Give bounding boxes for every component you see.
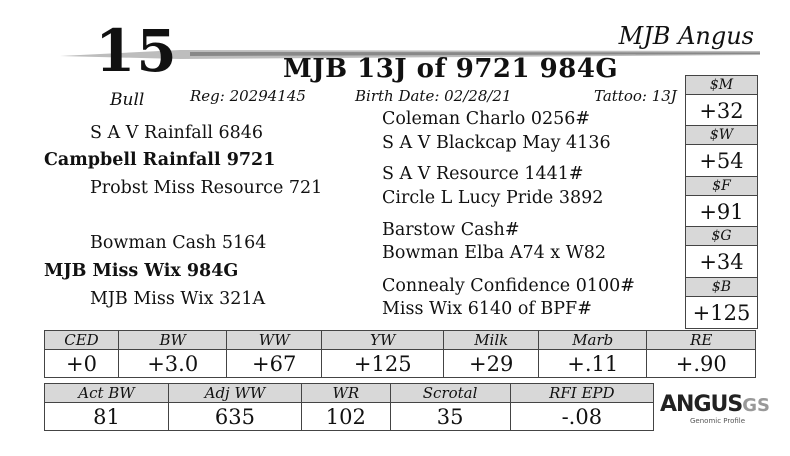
- dollar-index-value: +34: [699, 250, 744, 275]
- pedigree-ancestor: S A V Resource 1441#: [382, 164, 584, 184]
- animal-name: MJB 13J of 9721 984G: [283, 54, 619, 84]
- epd-header: RE: [647, 331, 756, 350]
- pedigree-ancestor: Connealy Confidence 0100#: [382, 276, 635, 296]
- actual-value: 102: [302, 403, 391, 431]
- birth-date: Birth Date: 02/28/21: [355, 87, 512, 105]
- dollar-index-label: $B: [686, 278, 757, 297]
- dollar-index-value: +32: [699, 99, 744, 123]
- epd-header: Marb: [539, 331, 647, 350]
- tattoo: Tattoo: 13J: [594, 87, 677, 105]
- actual-header: Act BW: [45, 384, 169, 403]
- actual-value: -.08: [510, 403, 653, 431]
- pedigree-ancestor: Bowman Elba A74 x W82: [382, 243, 606, 263]
- actual-header-row: [45, 384, 654, 403]
- pedigree-ancestor: Miss Wix 6140 of BPF#: [382, 299, 592, 319]
- epd-value: +125: [322, 350, 444, 378]
- actual-header: RFI EPD: [510, 384, 653, 403]
- epd-value: +29: [444, 350, 539, 378]
- pedigree-ancestor: Coleman Charlo 0256#: [382, 109, 591, 129]
- dollar-index-cell: [686, 227, 757, 277]
- registration-number: Reg: 20294145: [190, 87, 306, 105]
- animal-class: Bull: [110, 90, 145, 110]
- pedigree-ancestor: S A V Blackcap May 4136: [382, 133, 611, 153]
- epd-header-row: [45, 331, 756, 350]
- actual-value-row: [45, 403, 654, 431]
- actual-header: Adj WW: [168, 384, 301, 403]
- dam: MJB Miss Wix 984G: [44, 261, 239, 281]
- actual-value: 635: [168, 403, 301, 431]
- lot-number: 15: [95, 17, 178, 85]
- epd-header: BW: [118, 331, 226, 350]
- dollar-index-cell: [686, 76, 757, 126]
- dollar-index-value: +91: [699, 199, 744, 224]
- epd-value: +.11: [539, 350, 647, 378]
- actual-value: 81: [45, 403, 169, 431]
- dam-dam: MJB Miss Wix 321A: [90, 289, 266, 309]
- dollar-index-column: [685, 75, 758, 329]
- epd-value: +67: [227, 350, 322, 378]
- pedigree-ancestor: Circle L Lucy Pride 3892: [382, 188, 604, 208]
- dollar-index-label: $M: [686, 76, 757, 95]
- owner-name: MJB Angus: [618, 22, 754, 50]
- actual-header: WR: [302, 384, 391, 403]
- epd-value: +.90: [647, 350, 756, 378]
- logo-tagline: Genomic Profile: [690, 417, 746, 425]
- pedigree-ancestor: Barstow Cash#: [382, 220, 520, 240]
- epd-value-row: [45, 350, 756, 378]
- epd-header: CED: [45, 331, 119, 350]
- logo-word-gs: GS: [742, 395, 770, 416]
- dam-sire: Bowman Cash 5164: [90, 233, 267, 253]
- epd-value: +0: [45, 350, 119, 378]
- actual-data-table: [44, 383, 654, 431]
- epd-header: YW: [322, 331, 444, 350]
- angus-gs-logo: [660, 392, 770, 428]
- logo-word-angus: ANGUS: [660, 392, 743, 417]
- dollar-index-cell: [686, 126, 757, 176]
- actual-value: 35: [390, 403, 510, 431]
- sire-sire: S A V Rainfall 6846: [90, 123, 264, 143]
- epd-value: +3.0: [118, 350, 226, 378]
- epd-header: WW: [227, 331, 322, 350]
- epd-header: Milk: [444, 331, 539, 350]
- dollar-index-value: +54: [699, 149, 744, 174]
- sire-dam: Probst Miss Resource 721: [90, 178, 323, 198]
- dollar-index-cell: [686, 177, 757, 227]
- actual-header: Scrotal: [390, 384, 510, 403]
- epd-table: [44, 330, 756, 378]
- dollar-index-label: $W: [686, 126, 757, 145]
- dollar-index-value: +125: [692, 300, 751, 325]
- dollar-index-cell: [686, 278, 757, 328]
- dollar-index-label: $G: [686, 227, 757, 246]
- sire: Campbell Rainfall 9721: [44, 150, 276, 170]
- dollar-index-label: $F: [686, 177, 757, 196]
